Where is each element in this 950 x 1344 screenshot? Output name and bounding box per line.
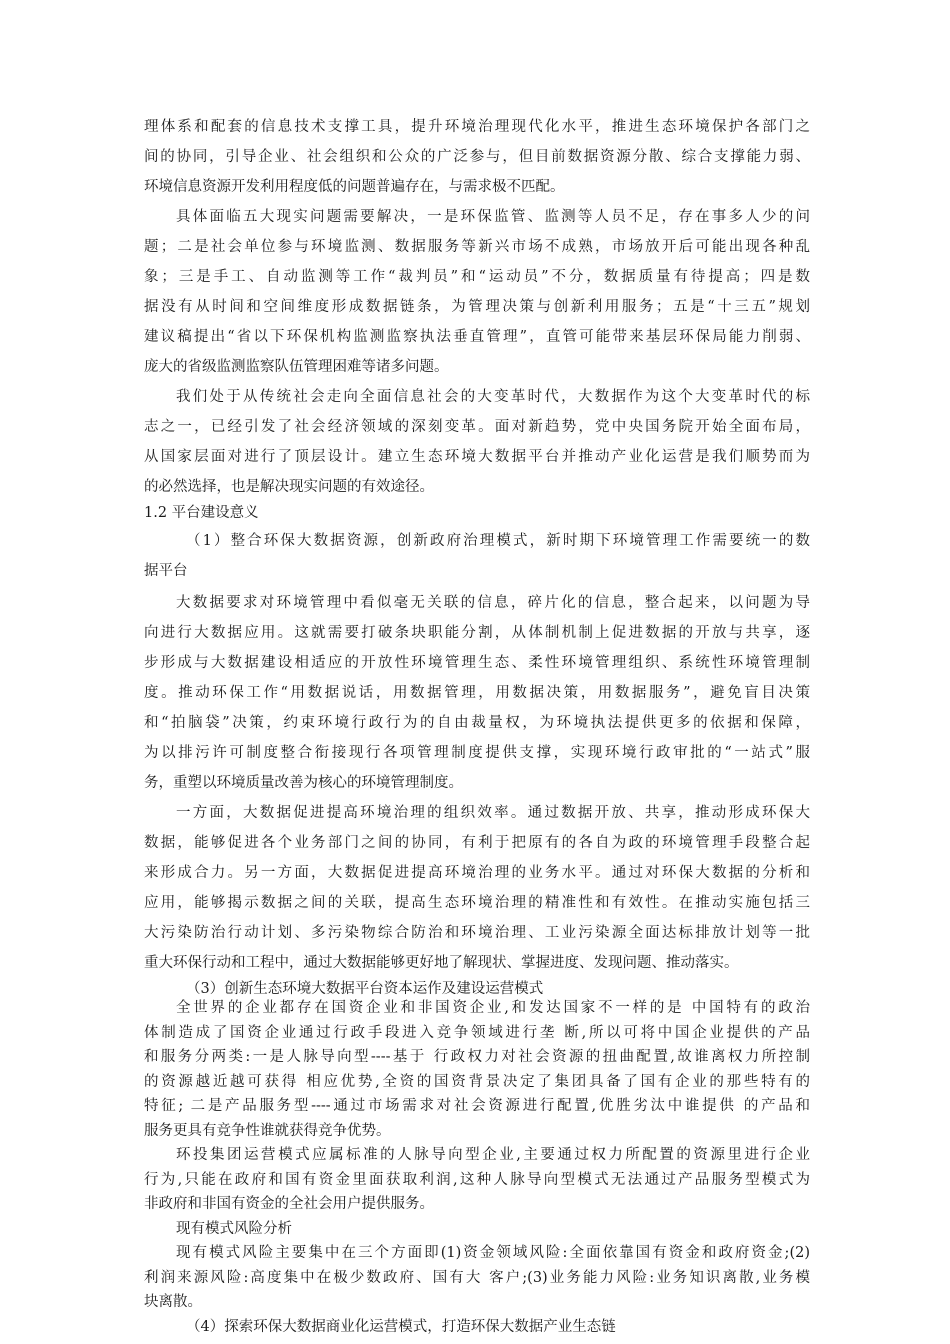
- subsection-heading: （3）创新生态环境大数据平台资本运作及建设运营模式: [186, 981, 544, 997]
- text-line: 和服务分两类:一是人脉导向型----基于 行政权力对社会资源的扭曲配置,故谁离权力所控制: [144, 1049, 810, 1065]
- text-line: 体制造成了国资企业通过行政手段进入竞争领域进行垄 断,所以可将中国企业提供的产品: [144, 1024, 810, 1041]
- text-line: 象；三是手工、自动监测等工作“裁判员”和“运动员”不分，数据质量有待提高；四是数: [144, 269, 810, 285]
- text-line: 志之一，已经引发了社会经济领域的深刻变革。面对新趋势，党中央国务院开始全面布局，: [144, 419, 810, 435]
- text-line: 的资源越近越可获得 相应优势,全资的国资背景决定了集团具备了国有企业的那些特有的: [144, 1073, 810, 1090]
- text-line: 间的协同，引导企业、社会组织和公众的广泛参与，但目前数据资源分散、综合支撑能力弱、: [144, 149, 810, 165]
- text-line: 现有模式风险主要集中在三个方面即(1)资金领域风险:全面依靠国有资金和政府资金;(2): [176, 1245, 810, 1261]
- text-line: 一方面，大数据促进提高环境治理的组织效率。通过数据开放、共享，推动形成环保大: [176, 805, 810, 821]
- text-line: 应用，能够揭示数据之间的关联，提高生态环境治理的精准性和有效性。在推动实施包括三: [144, 895, 810, 911]
- text-line: 度。推动环保工作“用数据说话，用数据管理，用数据决策，用数据服务”，避免盲目决策: [144, 685, 810, 701]
- text-line: 为以排污许可制度整合衔接现行各项管理制度提供支撑，实现环境行政审批的“一站式”服: [144, 745, 810, 761]
- text-line: 大污染防治行动计划、多污染物综合防治和环境治理、工业污染源全面达标排放计划等一批: [144, 925, 810, 941]
- text-line: 大数据要求对环境管理中看似毫无关联的信息，碎片化的信息，整合起来，以问题为导: [176, 595, 810, 611]
- text-line: 理体系和配套的信息技术支撑工具，提升环境治理现代化水平，推进生态环境保护各部门之: [144, 119, 810, 135]
- text-line: 务，重塑以环境质量改善为核心的环境管理制度。: [144, 775, 463, 791]
- text-line: 非政府和非国有资金的全社会用户提供服务。: [144, 1196, 434, 1212]
- text-line: 全世界的企业都存在国资企业和非国资企业,和发达国家不一样的是 中国特有的政治: [176, 1000, 810, 1016]
- text-line: 步形成与大数据建设相适应的开放性环境管理生态、柔性环境管理组织、系统性环境管理制: [144, 655, 810, 671]
- text-line: 特征; 二是产品服务型----通过市场需求对社会资源进行配置,优胜劣汰中谁提供 的产品和: [144, 1098, 810, 1114]
- text-line: 环投集团运营模式应属标准的人脉导向型企业,主要通过权力所配置的资源里进行企业: [176, 1147, 810, 1163]
- section-heading: 1.2 平台建设意义: [144, 505, 259, 521]
- text-line: 从国家层面对进行了顶层设计。建立生态环境大数据平台并推动产业化运营是我们顺势而为: [144, 449, 810, 465]
- text-line: 块离散。: [144, 1294, 202, 1310]
- text-line: 建议稿提出“省以下环保机构监测监察执法垂直管理”，直管可能带来基层环保局能力削弱、: [144, 329, 810, 345]
- text-line: 具体面临五大现实问题需要解决，一是环保监管、监测等人员不足，存在事多人少的问: [176, 209, 810, 225]
- subsection-heading: （4）探索环保大数据商业化运营模式，打造环保大数据产业生态链: [186, 1318, 616, 1335]
- text-line: 的必然选择，也是解决现实问题的有效途径。: [144, 479, 434, 495]
- text-line: 数据，能够促进各个业务部门之间的协同，有利于把原有的各自为政的环境管理手段整合起: [144, 835, 810, 851]
- text-line: 庞大的省级监测监察队伍管理困难等诸多问题。: [144, 359, 449, 375]
- text-line: 重大环保行动和工程中，通过大数据能够更好地了解现状、掌握进度、发现问题、推动落实。: [144, 955, 739, 971]
- text-line: 来形成合力。另一方面，大数据促进提高环境治理的业务水平。通过对环保大数据的分析和: [144, 865, 810, 881]
- text-line: 利润来源风险:高度集中在极少数政府、国有大 客户;(3)业务能力风险:业务知识离散,业务模: [144, 1269, 810, 1286]
- text-line: 和“拍脑袋”决策，约束环境行政行为的自由裁量权，为环境执法提供更多的依据和保障，: [144, 715, 810, 731]
- text-line: 行为,只能在政府和国有资金里面获取利润,这种人脉导向型模式无法通过产品服务型模式为: [144, 1171, 810, 1188]
- text-line: 据没有从时间和空间维度形成数据链条，为管理决策与创新利用服务；五是“十三五”规划: [144, 299, 810, 315]
- subsection-heading: （1）整合环保大数据资源，创新政府治理模式，新时期下环境管理工作需要统一的数: [186, 533, 810, 549]
- subsection-heading: 现有模式风险分析: [176, 1220, 292, 1237]
- subsection-heading: 据平台: [144, 563, 188, 579]
- text-line: 向进行大数据应用。这就需要打破条块职能分割，从体制机制上促进数据的开放与共享，逐: [144, 625, 810, 641]
- text-line: 服务更具有竞争性谁就获得竞争优势。: [144, 1122, 391, 1139]
- text-line: 题；二是社会单位参与环境监测、数据服务等新兴市场不成熟，市场放开后可能出现各种乱: [144, 239, 810, 255]
- text-line: 我们处于从传统社会走向全面信息社会的大变革时代，大数据作为这个大变革时代的标: [176, 389, 810, 405]
- text-line: 环境信息资源开发利用程度低的问题普遍存在，与需求极不匹配。: [144, 179, 565, 195]
